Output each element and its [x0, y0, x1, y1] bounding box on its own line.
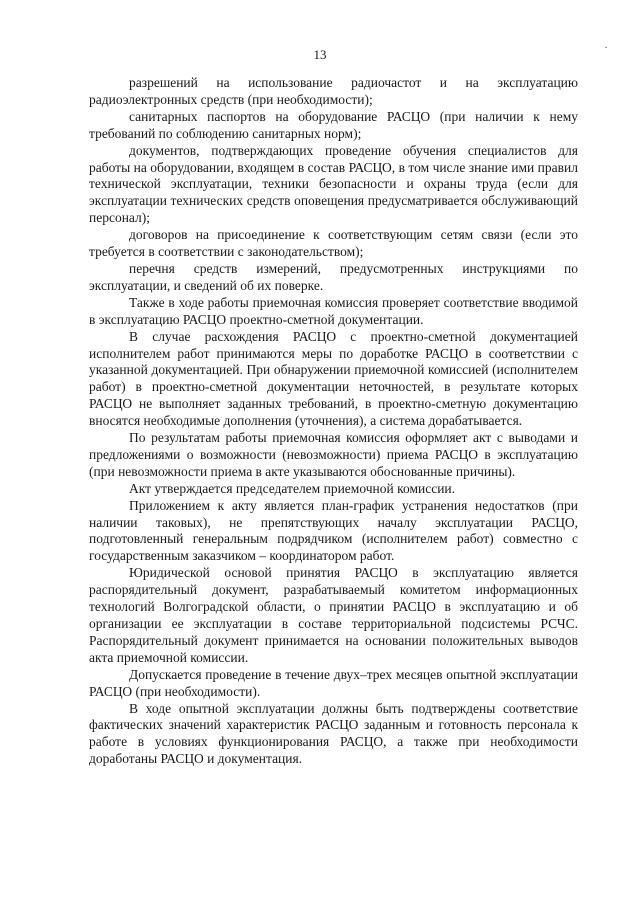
paragraph: санитарных паспортов на оборудование РАСЦО (при наличии к нему требований по соблюдению санитарных норм); — [89, 108, 578, 141]
document-body — [89, 75, 578, 768]
paragraph: Юридической основой принятия РАСЦО в эксплуатацию является распорядительный документ, разрабатываемый комитетом информационных технологий Волгоградской области, о принятии РАСЦО в эксплуатацию и об организации ее эксплуатации в составе территориальной подсистемы РСЧС. Распорядительный документ принимается на основании положительных выводов акта приемочной комиссии. — [89, 565, 578, 665]
paragraph: Допускается проведение в течение двух–трех месяцев опытной эксплуатации РАСЦО (при необходимости). — [89, 666, 578, 699]
paragraph: документов, подтверждающих проведение обучения специалистов для работы на оборудовании, входящем в состав РАСЦО, в том числе знание ими правил технической эксплуатации, техники безопасности и охраны труда (если для эксплуатации технических средств оповещения предусматривается обслуживающий персонал); — [89, 142, 578, 226]
page-number: 13 — [313, 47, 327, 62]
paragraph: разрешений на использование радиочастот и на эксплуатацию радиоэлектронных средств (при необходимости); — [89, 75, 578, 107]
paragraph: В ходе опытной эксплуатации должны быть подтверждены соответствие фактических значений характеристик РАСЦО заданным и готовность персонала к работе в условиях функционирования РАСЦО, а также при необходимости доработаны РАСЦО и документация. — [89, 700, 578, 767]
paragraph: В случае расхождения РАСЦО с проектно-сметной документацией исполнителем работ принимаются меры по доработке РАСЦО в соответствии с указанной документацией. При обнаружении приемочной комиссией (исполнителем работ) в проектно-сметной документации неточностей, в результате которых РАСЦО не выполняет заданных требований, в проектно-сметную документацию вносятся необходимые дополнения (уточнения), а система дорабатывается. — [89, 328, 578, 429]
paragraph: По результатам работы приемочная комиссия оформляет акт с выводами и предложениями о возможности (невозможности) приема РАСЦО в эксплуатацию (при невозможности приема в акте указываются обоснованные причины). — [89, 430, 578, 479]
corner-mark: · — [604, 40, 608, 54]
paragraph: Приложением к акту является план-график устранения недостатков (при наличии таковых), не препятствующих началу эксплуатации РАСЦО, подготовленный генеральным подрядчиком (исполнителем работ) совместно с государственным заказчиком – координатором работ. — [89, 497, 578, 564]
paragraph: Акт утверждается председателем приемочной комиссии. — [129, 480, 456, 496]
paragraph: Также в ходе работы приемочная комиссия проверяет соответствие вводимой в эксплуатацию РАСЦО проектно-сметной документации. — [89, 294, 578, 327]
paragraph: перечня средств измерений, предусмотренных инструкциями по эксплуатации, и сведений об их поверке. — [89, 260, 578, 293]
paragraph: договоров на присоединение к соответствующим сетям связи (если это требуется в соответствии с законодательством); — [89, 227, 578, 260]
